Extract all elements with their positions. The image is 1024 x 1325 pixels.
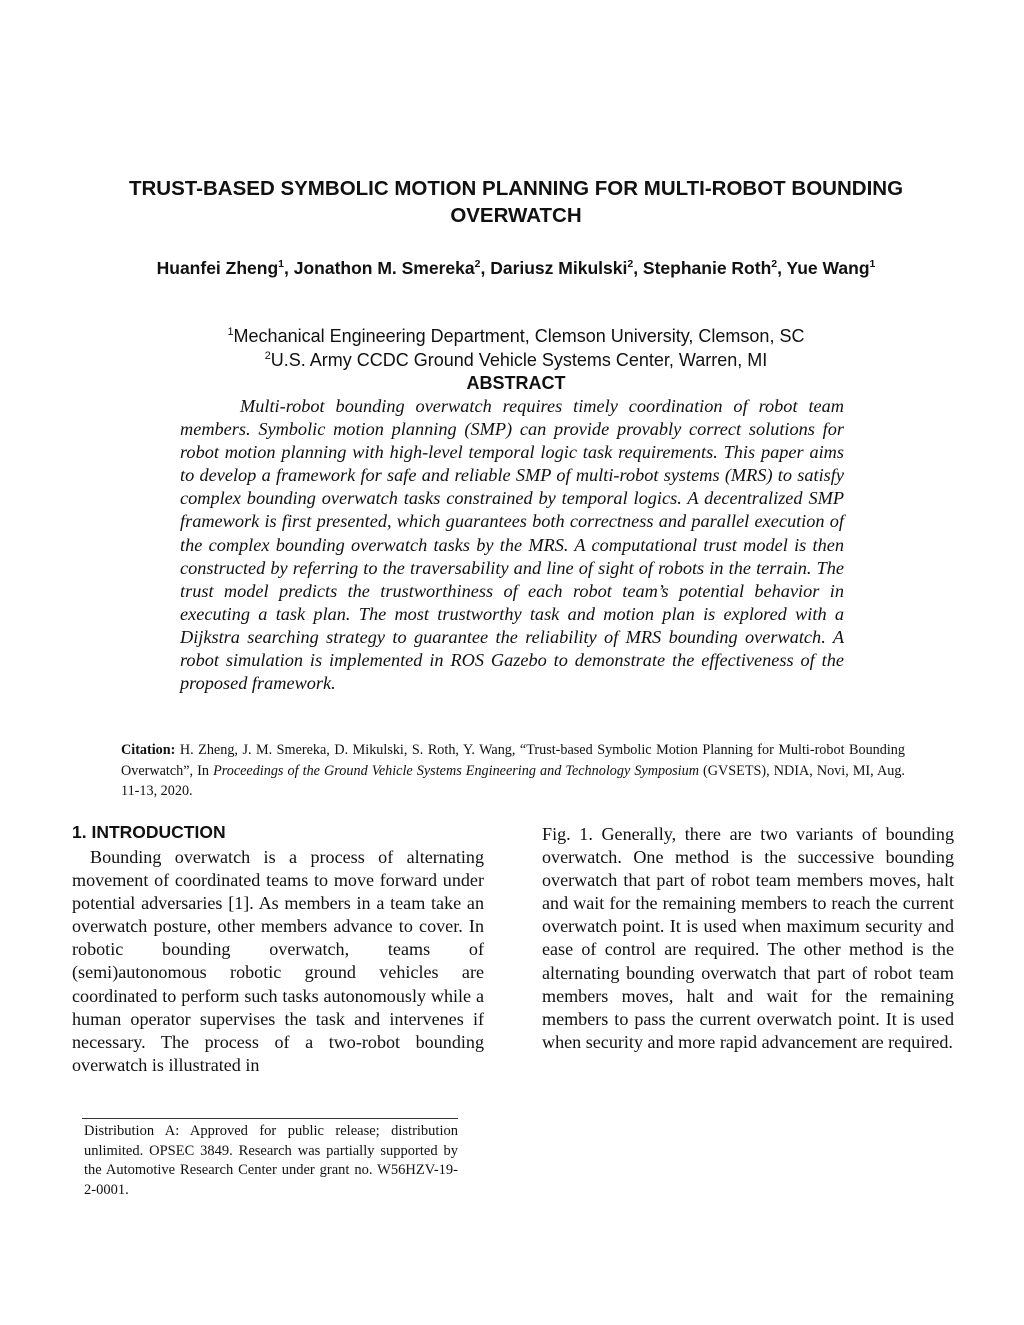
- author-list: Huanfei Zheng$^1$, Jonathon M. Smereka$^2$, Dariusz Mikulski$^2$, Stephanie Roth$^2$, Yue Wang$^1$: [156, 258, 876, 278]
- affiliation-mark: 2: [264, 350, 271, 362]
- affiliation-line: [100, 324, 932, 348]
- author-name: Dariusz Mikulski: [490, 258, 628, 278]
- affiliation-line: [100, 348, 932, 372]
- citation-text: H. Zheng, J. M. Smereka, D. Mikulski, S. Roth, Y. Wang, “Trust-based Symbolic Motion Planning for Multi-robot Bounding Overwatch”, In: [121, 742, 905, 779]
- author-name: Yue Wang: [786, 258, 870, 278]
- author-affiliation-mark: 2: [627, 258, 634, 271]
- author-affiliation-mark: 2: [771, 258, 778, 271]
- author-affiliation-mark: 1: [278, 258, 284, 271]
- affiliation-text: U.S. Army CCDC Ground Vehicle Systems Center, Warren, MI: [270, 350, 768, 370]
- footnote: Distribution A: Approved for public release; distribution unlimited. OPSEC 3849. Research was partially supported by the Automotive Research Center under grant no. W56HZV-19-2-0001.: [84, 1123, 458, 1198]
- author-name: Stephanie Roth: [642, 258, 772, 278]
- paper-title: TRUST-BASED SYMBOLIC MOTION PLANNING FOR MULTI-ROBOT BOUNDING OVERWATCH: [128, 177, 904, 227]
- intro-right-column: Fig. 1. Generally, there are two variants of bounding overwatch. One method is the successive bounding overwatch that part of robot team members moves, halt and wait for the remaining members to reach the current overwatch point. It is used when maximum security and ease of control are required. The other method is the alternating bounding overwatch that part of robot team members moves, halt and wait for the remaining members to pass the current overwatch point. It is used when security and more rapid advancement are required.: [542, 824, 954, 1052]
- section-heading: 1. INTRODUCTION: [72, 822, 226, 842]
- author-name: Jonathon M. Smereka: [293, 258, 475, 278]
- author-name: Huanfei Zheng: [156, 258, 279, 278]
- abstract-text: Multi-robot bounding overwatch requires timely coordination of robot team members. Symbolic motion planning (SMP) can provide provably correct solutions for robot motion planning with high-level temporal logic task requirements. This paper aims to develop a framework for safe and reliable SMP of multi-robot systems (MRS) to satisfy complex bounding overwatch tasks constrained by temporal logics. A decentralized SMP framework is first presented, which guarantees both correctness and parallel execution of the complex bounding overwatch tasks by the MRS. A computational trust model is then constructed by referring to the traversability and line of sight of robots in the terrain. The trust model predicts the trustworthiness of each robot team’s potential behavior in executing a task plan. The most trustworthy task and motion plan is explored with a Dijkstra searching strategy to guarantee the reliability of MRS bounding overwatch. A robot simulation is implemented in ROS Gazebo to demonstrate the effectiveness of the proposed framework.: [180, 396, 844, 694]
- author-affiliation-mark: 1: [869, 258, 876, 271]
- abstract-heading: ABSTRACT: [466, 373, 566, 393]
- citation-tail: (GVSETS), NDIA, Novi, MI, Aug. 11-13, 2020.: [121, 762, 905, 799]
- citation: [121, 740, 905, 802]
- citation-label: Citation:: [121, 742, 176, 758]
- affiliation-text: Mechanical Engineering Department, Clemson University, Clemson, SC: [233, 326, 805, 346]
- intro-left-column: Bounding overwatch is a process of alternating movement of coordinated teams to move forward under potential adversaries [1]. As members in a team take an overwatch posture, other members advance to cover. In robotic bounding overwatch, teams of (semi)autonomous robotic ground vehicles are coordinated to perform such tasks autonomously while a human operator supervises the task and intervenes if necessary. The process of a two-robot bounding overwatch is illustrated in: [72, 847, 484, 1075]
- footnote-divider: [82, 1118, 458, 1119]
- citation-venue: Proceedings of the Ground Vehicle Systems Engineering and Technology Symposium: [213, 762, 699, 779]
- author-affiliation-mark: 2: [474, 258, 481, 271]
- affiliation-mark: 1: [227, 326, 234, 338]
- affiliations: [100, 324, 932, 372]
